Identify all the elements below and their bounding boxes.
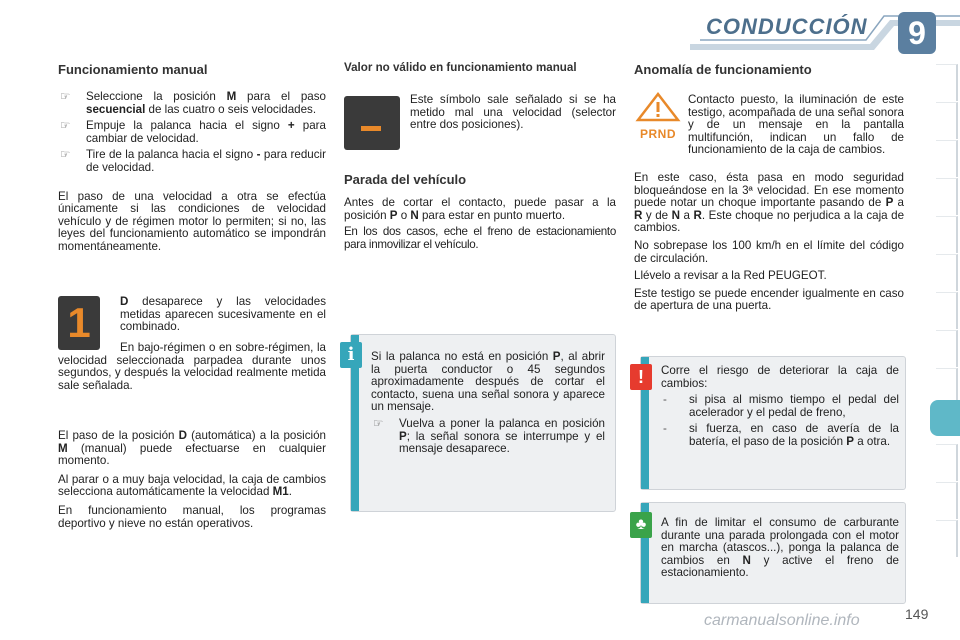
chapter-tab[interactable] bbox=[936, 178, 958, 215]
eco-box bbox=[640, 502, 906, 604]
list-item: ☞ Empuje la palanca hacia el signo + para cambiar de velocidad. bbox=[60, 119, 326, 145]
paragraph: Llévelo a revisar a la Red PEUGEOT. bbox=[634, 269, 827, 283]
chapter-number: 9 bbox=[898, 12, 936, 54]
chapter-tab[interactable] bbox=[936, 102, 958, 139]
section-heading: Anomalía de funcionamiento bbox=[634, 62, 812, 77]
list-item: ☞ Vuelva a poner la palanca en posición P; la señal sonora se interrumpe y el mensaje desaparece. bbox=[373, 416, 605, 456]
warning-box bbox=[640, 356, 906, 490]
paragraph: Al parar o a muy baja velocidad, la caja de cambios selecciona automáticamente la velocidad M1. bbox=[58, 472, 326, 499]
tree-icon: ♣ bbox=[630, 512, 652, 538]
gear-one-icon: 1 bbox=[58, 296, 100, 350]
paragraph: En los dos casos, eche el freno de estacionamiento para inmovilizar el vehículo. bbox=[344, 225, 616, 251]
column-middle bbox=[344, 62, 616, 74]
info-box bbox=[350, 334, 616, 512]
paragraph: En este caso, ésta pasa en modo seguridad bloqueándose en la 3ª velocidad. En ese momento puede notar un choque importante pasando de P a R y de N a R. Este choque no perjudica a la caja de cambios. bbox=[634, 171, 905, 235]
bajo-regimen-text: En bajo-régimen o en sobre-régimen, la velocidad seleccionada parpadea durante unos segundos, y después la velocidad realmente metida sale señalada. bbox=[58, 341, 326, 392]
d-indicator-text: D desaparece y las velocidades metidas aparecen sucesivamente en el combinado. bbox=[120, 295, 326, 334]
list-item: ☞ Seleccione la posición M para el paso secuencial de las cuatro o seis velocidades. bbox=[60, 90, 326, 116]
chapter-tab-active[interactable] bbox=[930, 400, 960, 436]
chapter-tab[interactable] bbox=[936, 140, 958, 177]
chapter-tab[interactable] bbox=[936, 482, 958, 519]
page-title: CONDUCCIÓN bbox=[706, 14, 868, 39]
chapter-tabs bbox=[930, 64, 960, 574]
info-icon: i bbox=[340, 342, 362, 368]
anomaly-text bbox=[634, 172, 904, 313]
info-text: Si la palanca no está en posición P, al abrir la puerta conductor o 45 segundos aproximadamente después de cortar el contacto, suena una señal sonora y aparece un mensaje. bbox=[371, 350, 605, 414]
paragraph: Antes de cortar el contacto, puede pasar a la posición P o N para estar en punto muerto. bbox=[344, 196, 616, 222]
warning-triangle-icon bbox=[634, 92, 682, 141]
chapter-tab[interactable] bbox=[936, 444, 958, 481]
paragraph: Este testigo se puede encender igualmente en caso de apertura de una puerta. bbox=[634, 286, 904, 313]
arrow-bullet-icon: ☞ bbox=[60, 119, 71, 133]
warning-icon: ! bbox=[630, 364, 652, 390]
eco-text: A fin de limitar el consumo de carburante durante una parada prolongada con el motor en marcha (atascos...), ponga la palanca de cambios en N y active el freno de estacionamiento. bbox=[661, 516, 899, 580]
section-heading: Funcionamiento manual bbox=[58, 62, 208, 77]
chapter-tab[interactable] bbox=[936, 64, 958, 101]
chapter-tab[interactable] bbox=[936, 330, 958, 367]
arrow-bullet-icon: ☞ bbox=[60, 90, 71, 103]
symbol-description: Este símbolo sale señalado si se ha metido mal una velocidad (selector entre dos posiciones). bbox=[410, 93, 616, 132]
watermark: carmanualsonline.info bbox=[704, 612, 860, 629]
arrow-bullet-icon: ☞ bbox=[373, 416, 384, 430]
paragraph: El paso de la posición D (automática) a la posición M (manual) puede efectuarse en cualquier momento. bbox=[58, 429, 327, 468]
chapter-tab[interactable] bbox=[936, 520, 958, 557]
prnd-label: PRND bbox=[639, 127, 676, 141]
chapter-tab[interactable] bbox=[936, 292, 958, 329]
paragraph: En funcionamiento manual, los programas deportivo y nieve no están operativos. bbox=[58, 503, 326, 530]
chapter-tab[interactable] bbox=[936, 254, 958, 291]
anomaly-first-lines: Contacto puesto, la iluminación de este testigo, acompañada de una señal sonora y de un mensaje en la pantalla multifunción, indican un fallo de funcionamiento de la caja de cambios. bbox=[688, 93, 904, 157]
column-right bbox=[634, 62, 904, 77]
warning-intro: Corre el riesgo de deteriorar la caja de cambios: bbox=[661, 364, 899, 390]
minus-symbol-icon bbox=[344, 96, 400, 150]
page-number: 149 bbox=[905, 606, 929, 622]
column-left bbox=[58, 62, 326, 254]
section-subheading: Valor no válido en funcionamiento manual bbox=[344, 61, 577, 74]
chapter-tab[interactable] bbox=[936, 216, 958, 253]
section-heading: Parada del vehículo bbox=[344, 172, 467, 187]
paragraph: El paso de una velocidad a otra se efectúa únicamente si las condiciones de velocidad vehículo y de régimen motor lo permiten; si no, las leyes del funcionamiento automático se impondrán momentáneamente. bbox=[58, 189, 326, 253]
paragraph: No sobrepase los 100 km/h en el límite del código de circulación. bbox=[634, 238, 904, 265]
parada-section bbox=[344, 172, 616, 251]
arrow-bullet-icon: ☞ bbox=[60, 148, 71, 162]
list-item: - si pisa al mismo tiempo el pedal del acelerador y el pedal de freno, bbox=[663, 393, 899, 419]
list-item: - si fuerza, en caso de avería de la batería, el paso de la posición P a otra. bbox=[663, 422, 899, 448]
list-item: ☞ Tire de la palanca hacia el signo - para reducir de velocidad. bbox=[60, 148, 326, 174]
column-left-bottom bbox=[58, 430, 326, 530]
